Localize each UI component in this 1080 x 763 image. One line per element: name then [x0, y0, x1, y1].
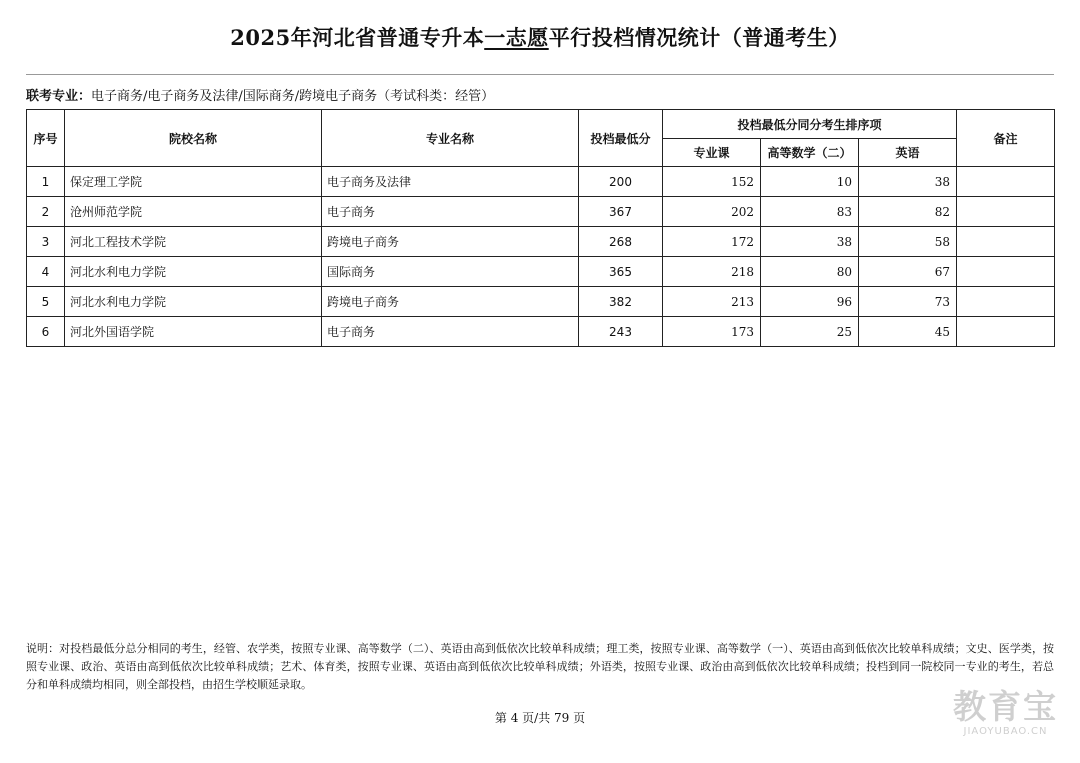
cell-major: 电子商务	[322, 197, 579, 227]
cell-english: 67	[859, 257, 957, 287]
cell-english: 82	[859, 197, 957, 227]
cell-major-course: 202	[663, 197, 761, 227]
cell-school: 河北外国语学院	[65, 317, 322, 347]
cell-no: 3	[27, 227, 65, 257]
cell-english: 45	[859, 317, 957, 347]
title-part3: 平行投档情况统计（普通考生）	[548, 25, 850, 50]
subject-label: 联考专业：	[26, 89, 92, 104]
cell-no: 5	[27, 287, 65, 317]
cell-no: 2	[27, 197, 65, 227]
cell-no: 1	[27, 167, 65, 197]
cell-major-course: 213	[663, 287, 761, 317]
cell-major: 跨境电子商务	[322, 227, 579, 257]
cell-remark	[957, 167, 1055, 197]
cell-major: 电子商务	[322, 317, 579, 347]
cell-school: 保定理工学院	[65, 167, 322, 197]
subject-value: 电子商务/电子商务及法律/国际商务/跨境电子商务（考试科类：经管）	[91, 89, 495, 104]
cell-school: 河北水利电力学院	[65, 287, 322, 317]
cell-major-course: 173	[663, 317, 761, 347]
header-english: 英语	[859, 139, 957, 167]
cell-no: 6	[27, 317, 65, 347]
header-remark: 备注	[957, 110, 1055, 167]
cell-major-course: 172	[663, 227, 761, 257]
cell-math: 38	[761, 227, 859, 257]
cell-major-course: 152	[663, 167, 761, 197]
cell-school: 沧州师范学院	[65, 197, 322, 227]
cell-major: 国际商务	[322, 257, 579, 287]
watermark-text: 教育宝	[953, 687, 1058, 726]
header-divider	[26, 74, 1054, 75]
header-major-course: 专业课	[663, 139, 761, 167]
table-row	[27, 197, 1055, 227]
cell-min-score: 200	[579, 167, 663, 197]
cell-english: 73	[859, 287, 957, 317]
cell-school: 河北工程技术学院	[65, 227, 322, 257]
table-row	[27, 257, 1055, 287]
table-row	[27, 317, 1055, 347]
explanation-note: 说明：对投档最低分总分相同的考生，经管、农学类，按照专业课、高等数学（二）、英语由高到低依次比较单科成绩；理工类，按照专业课、高等数学（一）、英语由高到低依次比较单科成绩；文史、医学类，按照专业课、政治、英语由高到低依次比较单科成绩；艺术、体育类，按照专业课、英语由高到低依次比较单科成绩；外语类，按照专业课、政治由高到低依次比较单科成绩；投档到同一院校同一专业的考生，若总分和单科成绩均相同，则全部投档，由招生学校顺延录取。	[26, 642, 1054, 691]
cell-min-score: 243	[579, 317, 663, 347]
header-tiebreak-group: 投档最低分同分考生排序项	[663, 110, 957, 139]
table-row	[27, 287, 1055, 317]
cell-min-score: 382	[579, 287, 663, 317]
cell-english: 58	[859, 227, 957, 257]
title-part1: 2025年河北省普通专升本	[230, 25, 485, 50]
watermark-url: JIAOYUBAO.CN	[963, 726, 1048, 737]
cell-remark	[957, 197, 1055, 227]
cell-no: 4	[27, 257, 65, 287]
header-school: 院校名称	[65, 110, 322, 167]
cell-math: 96	[761, 287, 859, 317]
cell-remark	[957, 257, 1055, 287]
cell-math: 83	[761, 197, 859, 227]
cell-math: 25	[761, 317, 859, 347]
table-header-row	[27, 110, 1055, 139]
header-major: 专业名称	[322, 110, 579, 167]
header-min-score: 投档最低分	[579, 110, 663, 167]
cell-remark	[957, 287, 1055, 317]
page-number: 第 4 页/共 79 页	[494, 711, 586, 725]
cell-major: 跨境电子商务	[322, 287, 579, 317]
table-row	[27, 167, 1055, 197]
table-row	[27, 227, 1055, 257]
admission-table	[26, 109, 1055, 347]
page-title	[0, 22, 1080, 52]
cell-math: 80	[761, 257, 859, 287]
header-math: 高等数学（二）	[761, 139, 859, 167]
cell-english: 38	[859, 167, 957, 197]
watermark-logo	[953, 688, 1058, 737]
cell-math: 10	[761, 167, 859, 197]
cell-major: 电子商务及法律	[322, 167, 579, 197]
cell-min-score: 268	[579, 227, 663, 257]
cell-min-score: 367	[579, 197, 663, 227]
title-part2: 一志愿	[484, 25, 549, 50]
header-no: 序号	[27, 110, 65, 167]
cell-min-score: 365	[579, 257, 663, 287]
cell-major-course: 218	[663, 257, 761, 287]
cell-remark	[957, 227, 1055, 257]
cell-school: 河北水利电力学院	[65, 257, 322, 287]
subject-line	[26, 85, 494, 104]
cell-remark	[957, 317, 1055, 347]
